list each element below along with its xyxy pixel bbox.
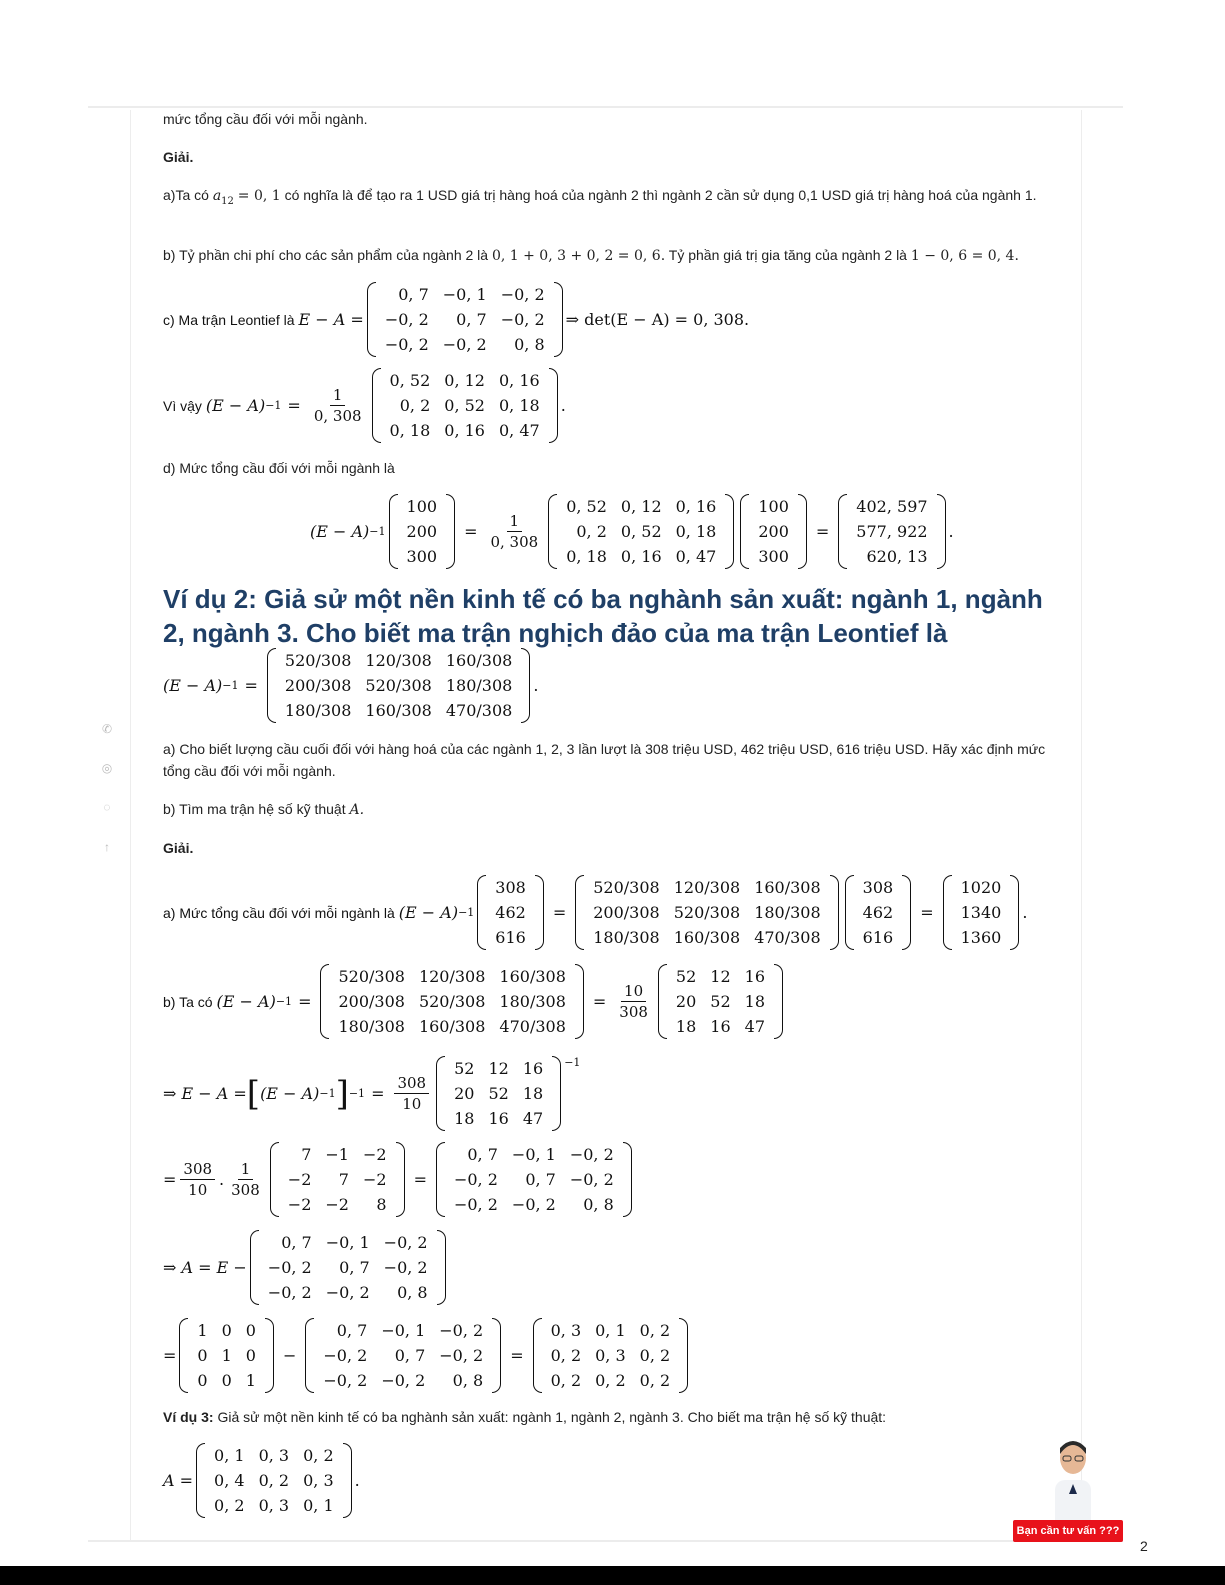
matrix-cell: 16 — [522, 1059, 544, 1078]
matrix-cell: 0, 18 — [498, 396, 540, 415]
matrix-cell: −0, 2 — [267, 1258, 312, 1277]
ex1-part-a: a)Ta có $a_{12} = 0$, 1 có nghĩa là để tạo ra 1 USD giá trị hàng hoá của ngành 2 thì ngành 2 cần sử dụng 0,1 USD giá trị hàng hoá của ngành 1. — [163, 187, 1037, 207]
matrix-cell: 0, 4 — [214, 1471, 245, 1490]
matrix-cell: 0, 2 — [639, 1371, 671, 1390]
consult-button[interactable]: Bạn cần tư vấn ??? — [1013, 1520, 1123, 1542]
ex2-inverse-given: (E − A) −1 = 520/308 120/308 160/308 200/308 520/308 180/308 180/308 160/308 470/308 . — [163, 648, 538, 723]
matrix-cell: 1340 — [960, 903, 1002, 922]
matrix-cell: 0, 1 — [214, 1446, 245, 1465]
matrix-cell: 0, 16 — [444, 421, 485, 440]
demand-vector — [389, 494, 456, 569]
matrix-cell: 180/308 — [754, 903, 821, 922]
ex1-part-b: b) Tỷ phần chi phí cho các sản phẩm của ngành 2 là 0, 1 + 0, 3 + 0, 2 = 0, 6. Tỷ phần giá trị gia tăng của ngành 2 là 1 − 0, 6 = 0, 4. — [163, 247, 1019, 264]
bottom-rule — [88, 1540, 1123, 1542]
matrix-cell: 470/308 — [445, 701, 513, 720]
matrix-cell: 0, 2 — [595, 1371, 626, 1390]
matrix-cell: 0, 47 — [498, 421, 540, 440]
ex2-part-a: a) Cho biết lượng cầu cuối đối với hàng hoá của các ngành 1, 2, 3 lần lượt là 308 triệu USD, 462 triệu USD, 616 triệu USD. Hãy xác định mức tổng cầu đối với mỗi ngành. — [163, 741, 1046, 779]
matrix-cell: 18 — [454, 1109, 475, 1128]
matrix-cell: 1020 — [960, 878, 1002, 897]
matrix-cell: 0, 2 — [303, 1446, 334, 1465]
matrix-cell: 200 — [406, 522, 438, 541]
matrix-cell: 20 — [454, 1084, 475, 1103]
matrix-cell: −0, 2 — [323, 1346, 368, 1365]
matrix-cell: 180/308 — [499, 992, 566, 1011]
content-left-border — [130, 110, 131, 1542]
matrix-cell: −0, 2 — [569, 1145, 614, 1164]
example-2-heading: Ví dụ 2: Giả sử một nền kinh tế có ba nghành sản xuất: ngành 1, ngành 2, ngành 3. Cho biết ma trận nghịch đảo của ma trận Leontief là — [163, 584, 1043, 648]
matrix-cell: −0, 2 — [325, 1283, 370, 1302]
matrix-cell: 0, 18 — [566, 547, 607, 566]
matrix-cell: 18 — [744, 992, 765, 1011]
matrix-cell: 0, 2 — [639, 1346, 671, 1365]
matrix-cell: −0, 2 — [267, 1283, 312, 1302]
inverse-matrix-2 — [548, 494, 734, 569]
matrix-cell: −0, 2 — [384, 310, 429, 329]
zalo-icon[interactable]: ◌ — [103, 800, 111, 814]
matrix-cell: −0, 2 — [439, 1321, 484, 1340]
matrix-cell: 520/308 — [593, 878, 660, 897]
matrix-cell: 16 — [710, 1017, 731, 1036]
matrix-cell: 577, 922 — [856, 522, 928, 541]
bottom-bar — [0, 1566, 1225, 1585]
matrix-cell: −0, 2 — [569, 1170, 614, 1189]
matrix-cell: 180/308 — [284, 701, 352, 720]
matrix-cell: 0, 1 — [303, 1496, 334, 1515]
content-right-border — [1081, 110, 1082, 1542]
matrix-cell: −2 — [362, 1170, 387, 1189]
matrix-cell: 0, 52 — [444, 396, 485, 415]
matrix-cell: −0, 1 — [381, 1321, 426, 1340]
matrix-cell: 20 — [675, 992, 697, 1011]
matrix-cell: 52 — [675, 967, 697, 986]
ex2-a-equals: ⇒ A = E − 0, 7 −0, 1 −0, 2 −0, 2 0, 7 −0, 2 −0, 2 −0, 2 0, 8 — [163, 1230, 449, 1305]
matrix-cell: −0, 2 — [381, 1371, 426, 1390]
ex2-demand-vector-2 — [845, 875, 912, 950]
matrix-cell: 160/308 — [754, 878, 821, 897]
identity-matrix — [179, 1318, 274, 1393]
matrix-cell: 160/308 — [499, 967, 566, 986]
matrix-cell: 0, 3 — [303, 1471, 334, 1490]
messenger-icon[interactable]: ◎ — [101, 761, 113, 775]
matrix-cell: 0, 2 — [399, 396, 431, 415]
matrix-cell: −0, 2 — [442, 335, 487, 354]
matrix-cell: −0, 2 — [384, 335, 429, 354]
matrix-cell: 0, 2 — [576, 522, 607, 541]
matrix-cell: 616 — [862, 928, 894, 947]
ex3-matrix-equation: A = 0, 1 0, 3 0, 2 0, 4 0, 2 0, 3 0, 2 0, 3 0, 1 . — [163, 1443, 360, 1518]
ex2-part-b: b) Tìm ma trận hệ số kỹ thuật A. — [163, 801, 365, 818]
matrix-cell: −0, 1 — [442, 285, 487, 304]
ex2-inverse-matrix-3 — [320, 964, 583, 1039]
leontief-matrix — [367, 282, 563, 357]
matrix-cell: 200/308 — [593, 903, 660, 922]
matrix-cell: 120/308 — [365, 651, 432, 670]
matrix-cell: 470/308 — [499, 1017, 566, 1036]
matrix-cell: 52 — [488, 1084, 509, 1103]
matrix-cell: −0, 2 — [511, 1195, 556, 1214]
matrix-cell: −0, 2 — [439, 1346, 484, 1365]
matrix-cell: −2 — [325, 1195, 349, 1214]
matrix-cell: 0, 8 — [583, 1195, 614, 1214]
demand-vector-2 — [740, 494, 807, 569]
ex2-factor-equation: b) Ta có (E − A) −1 = 520/308 120/308 160/308 200/308 520/308 180/308 180/308 160/308 470/308 = $\frac{10}{308}$ 52 12 16 20 52 18 18 16 47 — [163, 964, 786, 1039]
matrix-cell: 12 — [710, 967, 731, 986]
matrix-cell: 18 — [675, 1017, 697, 1036]
matrix-cell: 47 — [522, 1109, 544, 1128]
matrix-cell: 0, 7 — [525, 1170, 556, 1189]
matrix-cell: 160/308 — [365, 701, 432, 720]
consult-widget[interactable] — [1013, 1432, 1123, 1544]
matrix-cell: 100 — [406, 497, 438, 516]
matrix-cell: −0, 2 — [453, 1170, 498, 1189]
matrix-cell: 1 — [221, 1346, 232, 1365]
matrix-cell: 308 — [862, 878, 894, 897]
matrix-cell: 52 — [710, 992, 731, 1011]
matrix-cell: 0, 52 — [620, 522, 662, 541]
matrix-cell: 7 — [301, 1145, 312, 1164]
ex2-int-matrix-2 — [436, 1056, 561, 1131]
matrix-cell: −2 — [287, 1170, 312, 1189]
matrix-cell: −0, 2 — [500, 310, 545, 329]
matrix-cell: 8 — [376, 1195, 387, 1214]
matrix-cell: −1 — [325, 1145, 349, 1164]
matrix-cell: 1 — [245, 1371, 256, 1390]
matrix-cell: −0, 2 — [383, 1233, 428, 1252]
ex1-part-d: d) Mức tổng cầu đối với mỗi ngành là — [163, 460, 395, 476]
matrix-cell: 12 — [488, 1059, 509, 1078]
matrix-cell: 402, 597 — [856, 497, 928, 516]
matrix-cell: −0, 2 — [453, 1195, 498, 1214]
matrix-cell: 520/308 — [673, 903, 741, 922]
matrix-cell: 0, 12 — [620, 497, 662, 516]
ex2-int-matrix — [658, 964, 783, 1039]
matrix-cell: 520/308 — [284, 651, 352, 670]
matrix-cell: 18 — [522, 1084, 544, 1103]
matrix-cell: 0, 2 — [550, 1346, 582, 1365]
matrix-cell: 120/308 — [673, 878, 741, 897]
matrix-cell: 160/308 — [673, 928, 741, 947]
matrix-cell: 1360 — [960, 928, 1002, 947]
matrix-cell: 0 — [245, 1321, 256, 1340]
matrix-cell: −0, 2 — [500, 285, 545, 304]
matrix-cell: 52 — [454, 1059, 475, 1078]
matrix-cell: 308 — [495, 878, 526, 897]
matrix-cell: 616 — [495, 928, 526, 947]
matrix-cell: 200/308 — [338, 992, 405, 1011]
matrix-cell: 0, 18 — [389, 421, 431, 440]
matrix-cell: 0, 12 — [444, 371, 485, 390]
matrix-cell: 0, 52 — [566, 497, 607, 516]
matrix-cell: 520/308 — [365, 676, 432, 695]
matrix-cell: 0 — [197, 1346, 208, 1365]
ex2-result-vector — [943, 875, 1020, 950]
matrix-cell: 0, 1 — [595, 1321, 626, 1340]
matrix-cell: 0, 47 — [675, 547, 717, 566]
matrix-cell: −2 — [287, 1195, 312, 1214]
matrix-cell: 0, 8 — [397, 1283, 428, 1302]
ex2-final-step: = 1 0 0 0 1 0 0 0 1 − 0, 7 −0, 1 −0, 2 −0, 2 0, 7 −0, 2 −0, 2 −0, 2 0, 8 = 0, 3 0, 1 0, 2 0, 2 0, 3 0, 2 0, 2 0, 2 0, 2 — [163, 1318, 691, 1393]
matrix-cell: 0 — [197, 1371, 208, 1390]
matrix-cell: 0, 3 — [258, 1446, 290, 1465]
ex2-inverse-matrix — [267, 648, 530, 723]
inverse-matrix — [372, 368, 558, 443]
matrix-cell: 200 — [758, 522, 789, 541]
matrix-cell: 120/308 — [418, 967, 486, 986]
phone-icon[interactable]: ✆ — [101, 722, 113, 736]
ex2-demand-vector — [477, 875, 544, 950]
matrix-cell: 0, 16 — [675, 497, 717, 516]
matrix-cell: 16 — [744, 967, 765, 986]
matrix-cell: 0, 52 — [389, 371, 431, 390]
matrix-cell: 0, 16 — [498, 371, 540, 390]
matrix-cell: 160/308 — [445, 651, 513, 670]
ex2-adjugate-step: = $\frac{308}{10}$ . $\frac{1}{308}$ 7 −1 −2 −2 7 −2 −2 −2 8 = 0, 7 −0, 1 −0, 2 −0, 2 0, 7 −0, 2 −0, 2 −0, 2 0, 8 — [163, 1142, 635, 1217]
matrix-cell: 47 — [744, 1017, 765, 1036]
matrix-cell: 462 — [495, 903, 526, 922]
page-number: 2 — [1140, 1538, 1148, 1554]
matrix-cell: 0, 8 — [514, 335, 545, 354]
consultant-avatar — [1043, 1432, 1103, 1532]
matrix-cell: 100 — [758, 497, 789, 516]
matrix-cell: 7 — [338, 1170, 349, 1189]
ex2-leontief-matrix — [436, 1142, 632, 1217]
ex3-a-matrix — [196, 1443, 352, 1518]
ex2-adj-matrix — [270, 1142, 405, 1217]
matrix-cell: −0, 2 — [323, 1371, 368, 1390]
matrix-cell: 0, 7 — [456, 310, 487, 329]
matrix-cell: 160/308 — [418, 1017, 486, 1036]
solution-label-1: Giải. — [163, 149, 194, 165]
matrix-cell: 0 — [221, 1371, 232, 1390]
matrix-cell: 0, 7 — [336, 1321, 368, 1340]
matrix-cell: 16 — [488, 1109, 509, 1128]
matrix-cell: 0, 2 — [214, 1496, 245, 1515]
matrix-cell: 0, 16 — [620, 547, 662, 566]
matrix-cell: 0, 3 — [595, 1346, 626, 1365]
matrix-cell: 462 — [862, 903, 894, 922]
ex1-total-demand-equation: (E − A) −1 100 200 300 = $\frac{1}{0, 308}$ 0, 52 0, 12 0, 16 0, 2 0, 52 0, 18 0, 18 0, 16 0, 47 100 200 300 = 402, 597 577, 922 620, 13 . — [310, 494, 954, 569]
scroll-top-icon[interactable]: ↑ — [104, 840, 110, 854]
matrix-cell: 470/308 — [754, 928, 821, 947]
ex1-inverse-equation: Vì vậy (E − A) −1 = $\frac{1}{0, 308}$ 0, 52 0, 12 0, 16 0, 2 0, 52 0, 18 0, 18 0, 16 0, 47 . — [163, 368, 566, 443]
matrix-cell: 520/308 — [338, 967, 405, 986]
matrix-cell: 0, 3 — [258, 1496, 290, 1515]
matrix-cell: −2 — [362, 1145, 387, 1164]
matrix-cell: 0, 2 — [550, 1371, 582, 1390]
solution-label-2: Giải. — [163, 840, 194, 856]
matrix-cell: −0, 2 — [383, 1258, 428, 1277]
matrix-cell: 0 — [221, 1321, 232, 1340]
ex2-leontief-matrix-3 — [305, 1318, 501, 1393]
matrix-cell: 0, 7 — [281, 1233, 312, 1252]
matrix-cell: 0, 2 — [639, 1321, 671, 1340]
matrix-cell: 300 — [406, 547, 438, 566]
ex2-total-demand-equation: a) Mức tổng cầu đối với mỗi ngành là (E − A) −1 308 462 616 = 520/308 120/308 160/308 200/308 520/308 180/308 180/308 160/308 470/308 308 462 616 = 1020 1340 1360 . — [163, 875, 1027, 950]
ex2-a-matrix — [533, 1318, 689, 1393]
matrix-cell: 0, 7 — [398, 285, 429, 304]
intro-tail: mức tổng cầu đối với mỗi ngành. — [163, 111, 368, 127]
matrix-cell: 180/308 — [445, 676, 513, 695]
ex2-leontief-matrix-2 — [250, 1230, 446, 1305]
matrix-cell: 0, 7 — [339, 1258, 370, 1277]
matrix-cell: 180/308 — [338, 1017, 405, 1036]
matrix-cell: 520/308 — [418, 992, 486, 1011]
matrix-cell: 0, 18 — [675, 522, 717, 541]
ex2-inverse-of-inverse: ⇒ E − A = [ (E − A) −1 ] −1 = $\frac{308}{10}$ 52 12 16 20 52 18 18 16 47 $^{-1}$ — [163, 1056, 580, 1131]
ex2-inverse-matrix-2 — [575, 875, 838, 950]
matrix-cell: 620, 13 — [866, 547, 928, 566]
matrix-cell: 0, 2 — [258, 1471, 290, 1490]
matrix-cell: 300 — [758, 547, 789, 566]
ex1-leontief-equation: c) Ma trận Leontief là E − A = 0, 7 −0, 1 −0, 2 −0, 2 0, 7 −0, 2 −0, 2 −0, 2 0, 8 ⇒ det(E − A) = 0, 308. — [163, 282, 749, 357]
example-3-intro: Ví dụ 3: Giả sử một nền kinh tế có ba nghành sản xuất: ngành 1, ngành 2, ngành 3. Cho biết ma trận hệ số kỹ thuật: — [163, 1409, 887, 1425]
matrix-cell: 0, 8 — [452, 1371, 484, 1390]
matrix-cell: 1 — [197, 1321, 208, 1340]
matrix-cell: 180/308 — [593, 928, 660, 947]
result-vector — [838, 494, 945, 569]
matrix-cell: 0 — [245, 1346, 256, 1365]
matrix-cell: 0, 7 — [394, 1346, 426, 1365]
matrix-cell: 200/308 — [284, 676, 352, 695]
matrix-cell: −0, 1 — [511, 1145, 556, 1164]
matrix-cell: −0, 1 — [325, 1233, 370, 1252]
matrix-cell: 0, 3 — [550, 1321, 582, 1340]
matrix-cell: 0, 7 — [467, 1145, 498, 1164]
